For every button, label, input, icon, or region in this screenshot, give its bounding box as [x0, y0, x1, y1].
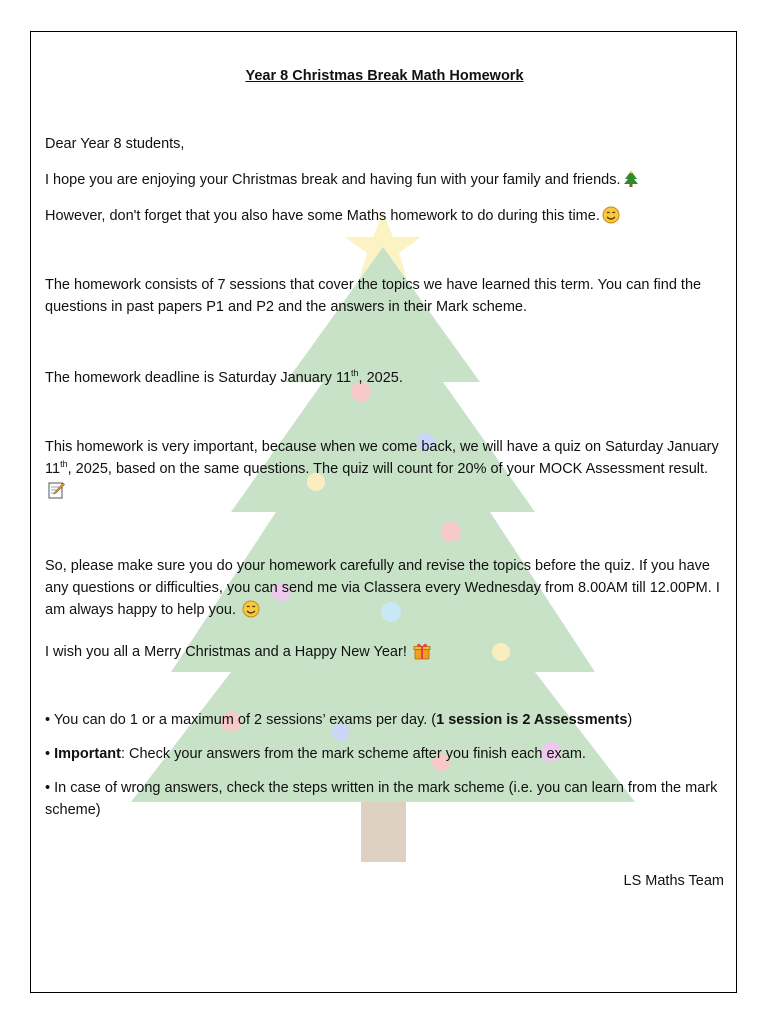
bullet-text: ): [627, 712, 633, 728]
bullet-bold-text: 1 session is 2 Assessments: [436, 712, 628, 728]
bullet-text: • In case of wrong answers, check the steps written in the mark scheme (i.e. you can learn from the mark scheme): [45, 780, 718, 818]
bullet-bold-text: Important: [54, 746, 121, 762]
memo-icon: [47, 481, 65, 499]
paragraph-deadline: [45, 367, 725, 389]
paragraph-text: I wish you all a Merry Christmas and a Happy New Year!: [45, 644, 407, 660]
deadline-year: , 2025.: [358, 370, 403, 386]
gift-icon: [413, 642, 431, 660]
deadline-text: The homework deadline is Saturday January 11: [45, 370, 352, 386]
bullet-text: : Check your answers from the mark scheme after you finish each exam.: [120, 746, 586, 762]
paragraph-text: So, please make sure you do your homework carefully and revise the topics before the quiz. If you have any questions or difficulties, you can send me via Classera every Wednesday from 8.00AM till 12.00PM. I am always happy to help you.: [45, 558, 720, 618]
paragraph-text: I hope you are enjoying your Christmas break and having fun with your family and friends.: [45, 172, 621, 188]
superscript-th: th: [351, 368, 359, 379]
bullet-wrong-answers: [45, 777, 725, 821]
paragraph-text: However, don't forget that you also have some Maths homework to do during this time.: [45, 208, 600, 224]
paragraph-revise-help: [45, 555, 725, 621]
paragraph-text: , 2025, based on the same questions. The quiz will count for 20% of your MOCK Assessment result.: [67, 461, 709, 477]
paragraph-homework-reminder: [45, 205, 725, 227]
bullet-text: •: [45, 746, 55, 762]
paragraph-text: This homework is very important, because when we come back, we will have a quiz on Saturday January 11: [45, 439, 719, 477]
bullet-check-answers: [45, 743, 725, 765]
paragraph-sessions: The homework consists of 7 sessions that cover the topics we have learned this term. You can find the questions in past papers P1 and P2 and the answers in their Mark scheme.: [45, 277, 702, 315]
greeting: Dear Year 8 students,: [45, 136, 185, 152]
paragraph-enjoy-break: [45, 169, 725, 191]
paragraph-greetings: [45, 641, 725, 663]
paragraph-quiz-importance: [45, 436, 725, 502]
bullet-sessions-per-day: [45, 709, 725, 731]
bullet-text: • You can do 1 or a maximum of 2 sessions’ exams per day. (: [45, 712, 437, 728]
superscript-th: th: [60, 459, 68, 470]
signature: LS Maths Team: [623, 873, 724, 889]
page-title: Year 8 Christmas Break Math Homework: [245, 68, 524, 84]
smiling-face-icon: [602, 206, 620, 224]
smiling-face-icon: [242, 600, 260, 618]
christmas-tree-icon: [622, 170, 640, 188]
document-page: [30, 31, 737, 993]
